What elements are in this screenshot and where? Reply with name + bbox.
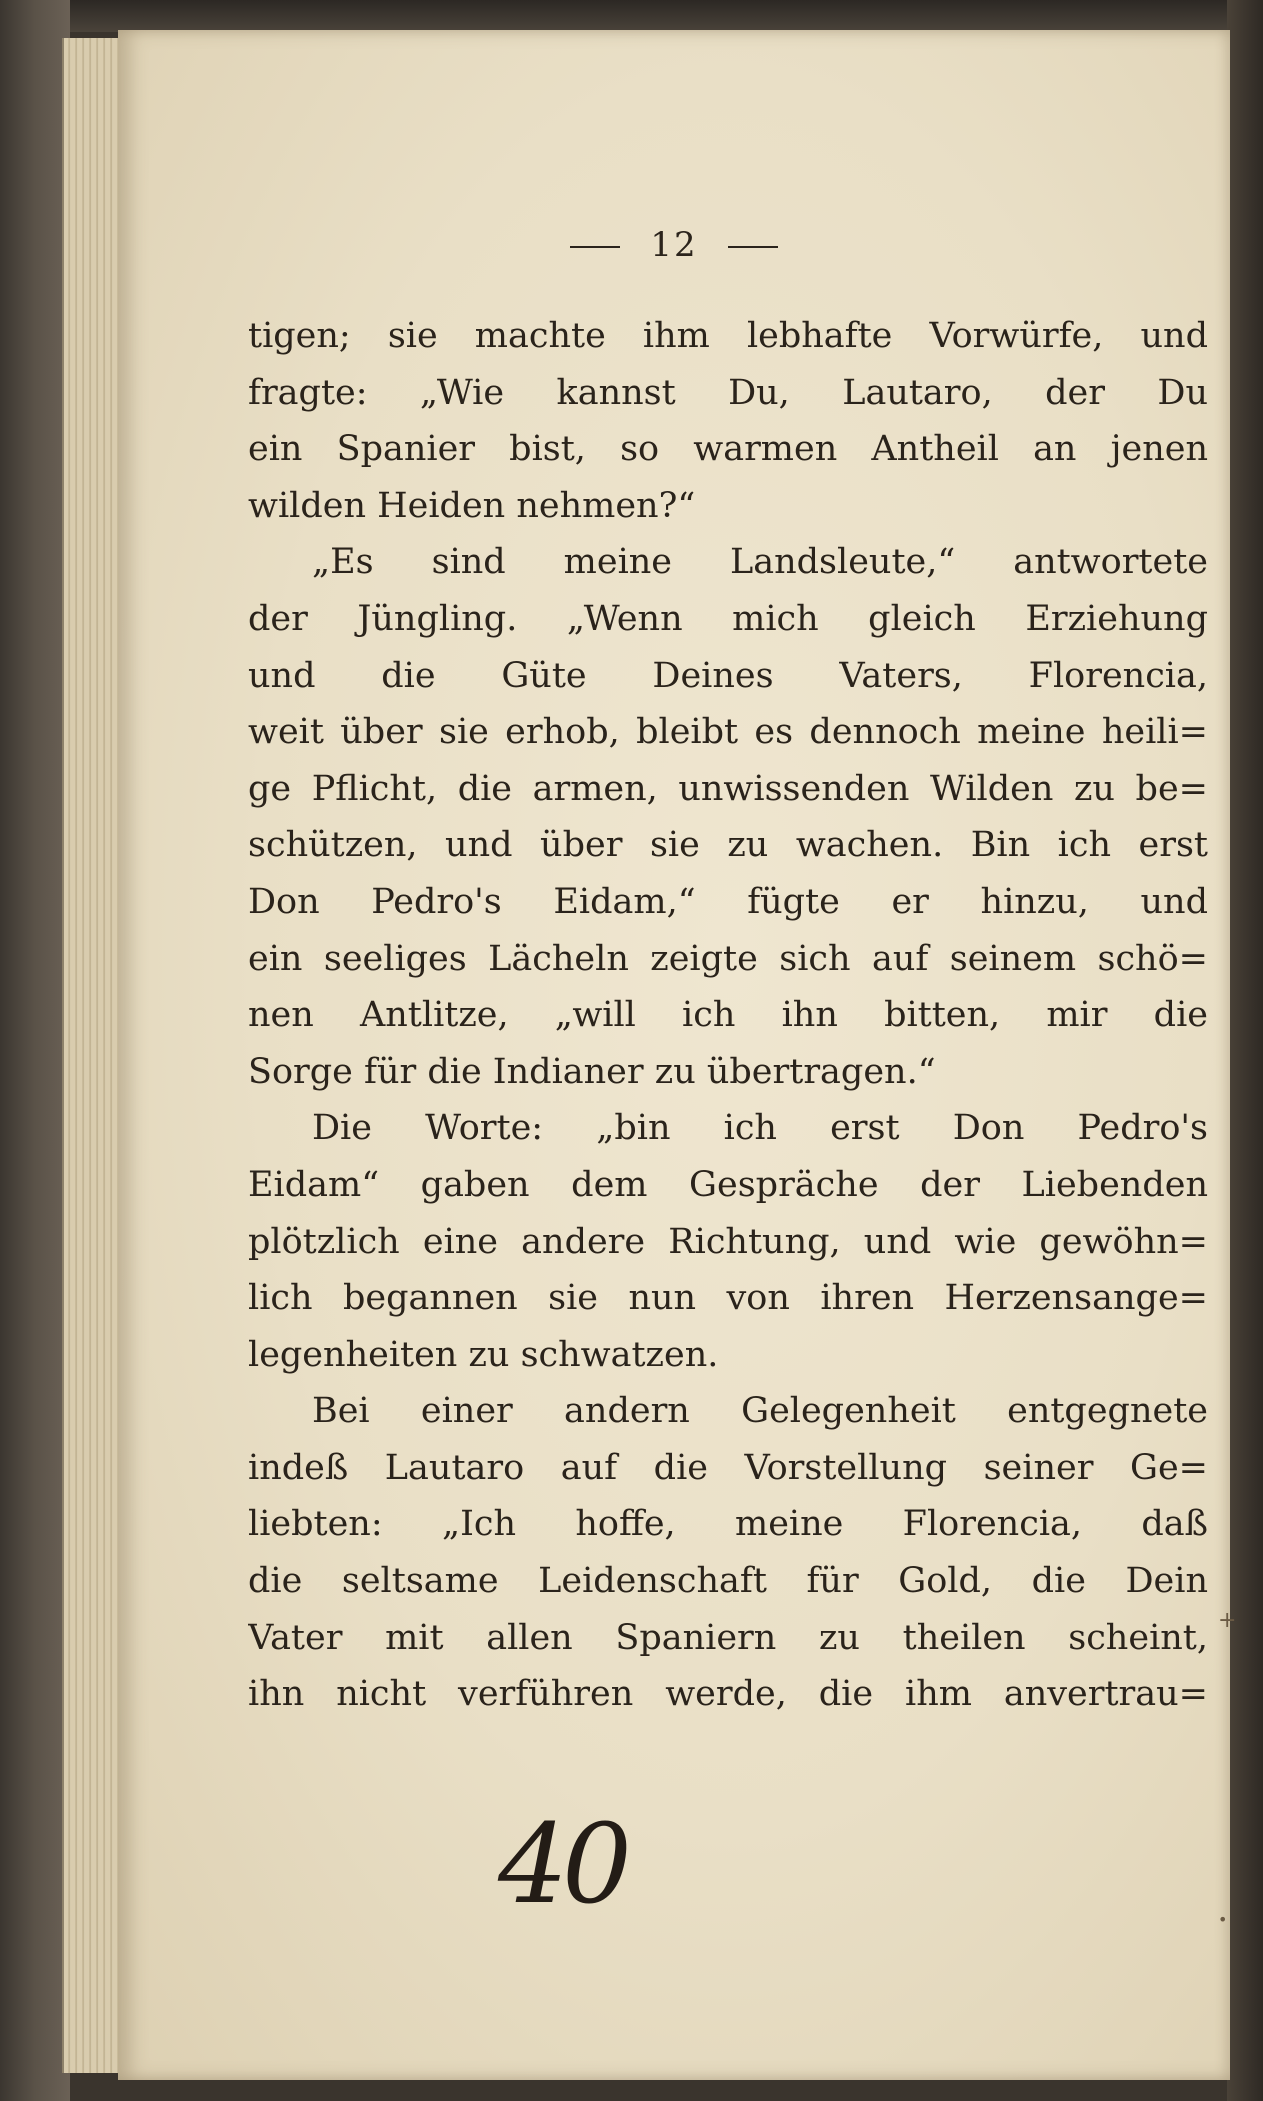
page-edges — [62, 38, 124, 2073]
text-line: „Es sind meine Landsleute,“ antwortete — [312, 542, 1208, 583]
header-dash-left — [570, 246, 620, 248]
text-line: Don Pedro's Eidam,“ fügte er hinzu, und — [248, 881, 1208, 922]
book-cover-left — [0, 0, 70, 2101]
text-line: ein Spanier bist, so warmen Antheil an jenen — [248, 429, 1208, 470]
book-cover-right — [1227, 0, 1263, 2101]
text-line: Die Worte: „bin ich erst Don Pedro's — [312, 1108, 1208, 1149]
text-line: Bei einer andern Gelegenheit entgegnete — [312, 1391, 1208, 1432]
text-line: die seltsame Leidenschaft für Gold, die Dein — [248, 1561, 1208, 1602]
text-line: schützen, und über sie zu wachen. Bin ich erst — [248, 825, 1208, 866]
book-page — [118, 30, 1237, 2080]
text-line: plötzlich eine andere Richtung, und wie gewöhn= — [248, 1221, 1208, 1262]
text-line: ein seeliges Lächeln zeigte sich auf seinem schö= — [248, 938, 1208, 979]
text-line: der Jüngling. „Wenn mich gleich Erziehung — [248, 598, 1208, 639]
page-number: 12 — [650, 225, 698, 265]
text-line: ihn nicht verführen werde, die ihm anvertrau= — [248, 1674, 1208, 1715]
margin-mark: • — [1218, 1910, 1228, 1929]
body-text — [248, 308, 1208, 1723]
margin-mark: + — [1218, 1608, 1237, 1633]
book-cover-top — [0, 0, 1263, 32]
text-line: ge Pflicht, die armen, unwissenden Wilden zu be= — [248, 768, 1208, 809]
text-line: weit über sie erhob, bleibt es dennoch meine heili= — [248, 712, 1208, 753]
header-dash-right — [728, 246, 778, 248]
text-line: liebten: „Ich hoffe, meine Florencia, daß — [248, 1504, 1208, 1545]
text-line: fragte: „Wie kannst Du, Lautaro, der Du — [248, 372, 1208, 413]
text-line: indeß Lautaro auf die Vorstellung seiner Ge= — [248, 1447, 1208, 1488]
handwritten-folio-number: 40 — [498, 1800, 626, 1928]
text-line: und die Güte Deines Vaters, Florencia, — [248, 655, 1208, 696]
text-line: lich begannen sie nun von ihren Herzensange= — [248, 1278, 1208, 1319]
page-header — [118, 225, 1230, 265]
text-line: Vater mit allen Spaniern zu theilen scheint, — [248, 1617, 1208, 1658]
text-line: nen Antlitze, „will ich ihn bitten, mir die — [248, 995, 1208, 1036]
text-line: tigen; sie machte ihm lebhafte Vorwürfe, und — [248, 316, 1208, 356]
text-line: legenheiten zu schwatzen. — [248, 1334, 719, 1375]
text-line: Eidam“ gaben dem Gespräche der Liebenden — [248, 1164, 1208, 1205]
text-line: wilden Heiden nehmen?“ — [248, 485, 696, 526]
text-line: Sorge für die Indianer zu übertragen.“ — [248, 1051, 936, 1092]
